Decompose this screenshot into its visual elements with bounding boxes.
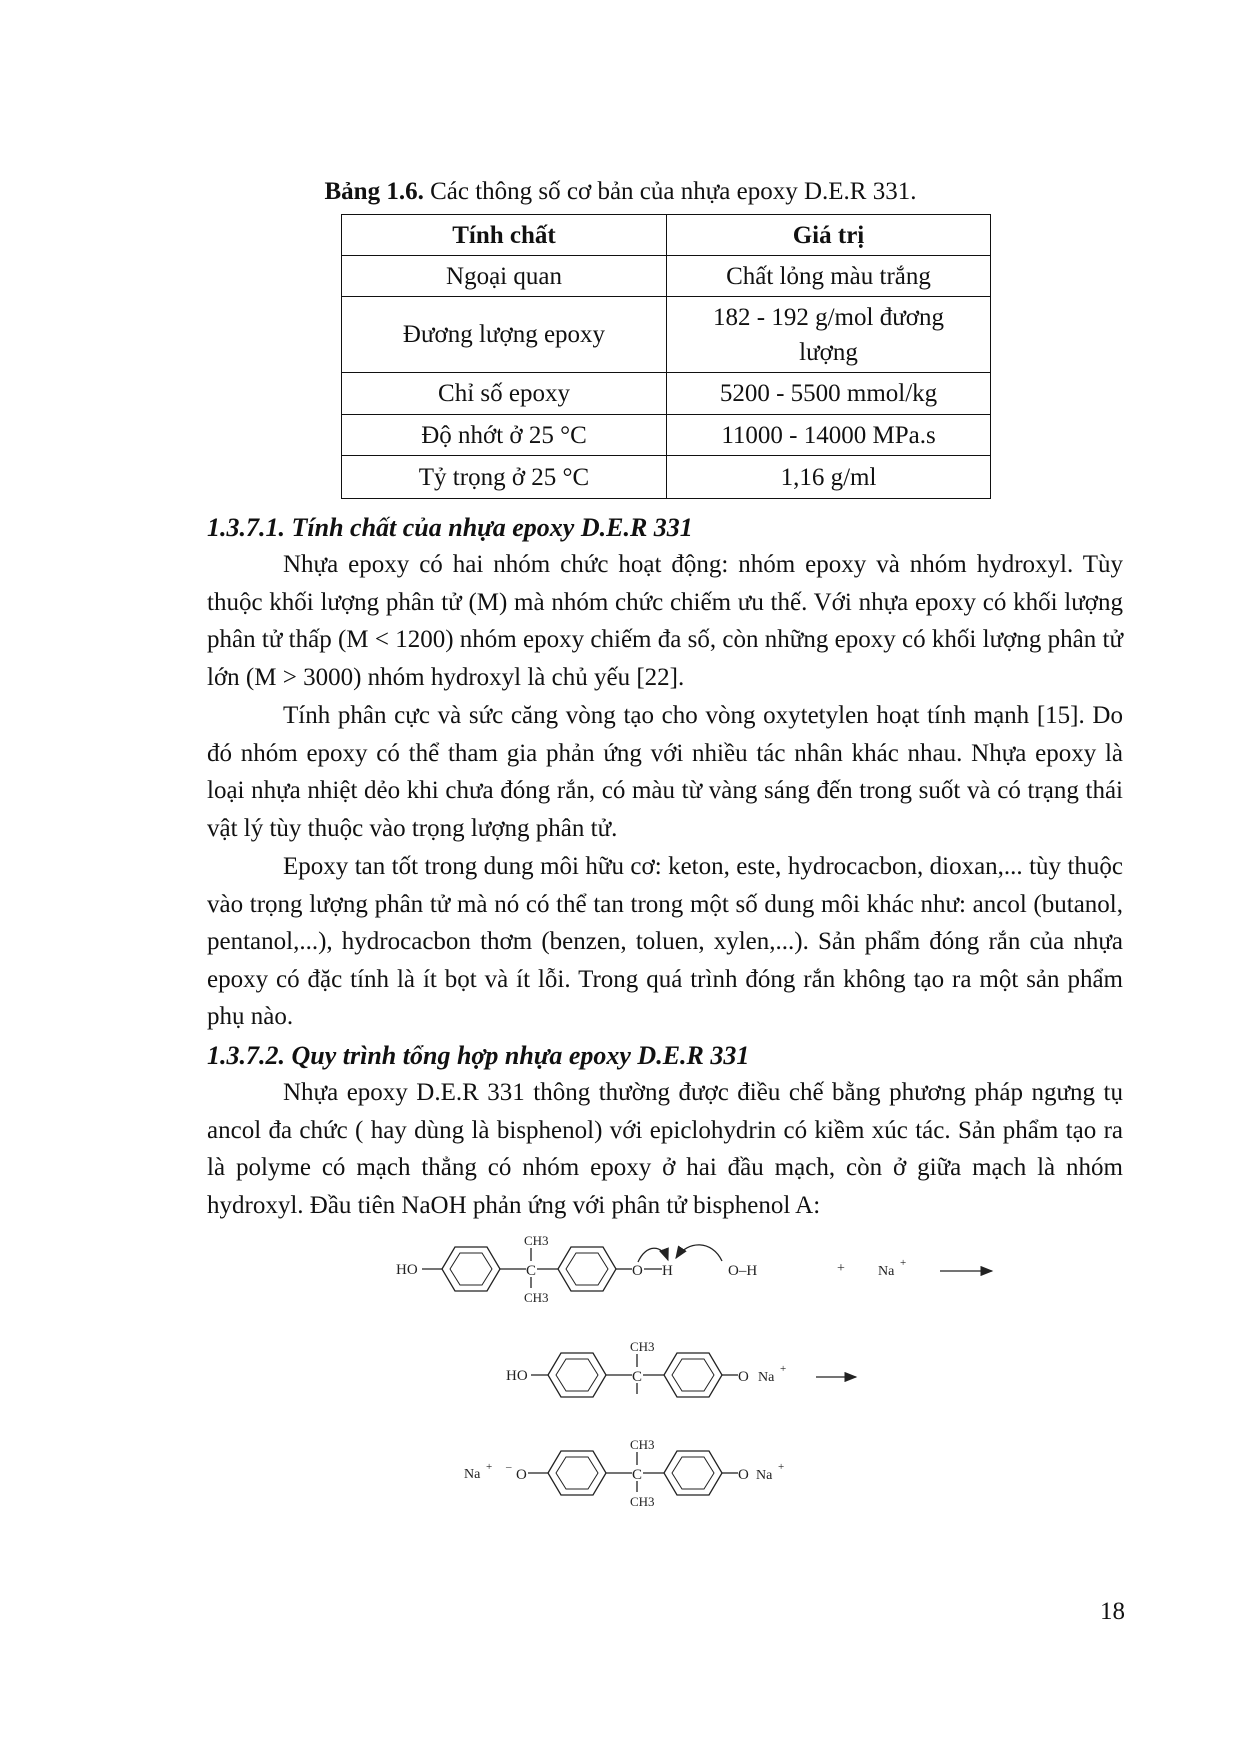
table-header-row (342, 215, 991, 256)
methyl-group: CH3 (630, 1339, 655, 1354)
charge-plus: + (780, 1363, 787, 1375)
sodium-ion: Na (878, 1264, 895, 1279)
scheme-row-3 (464, 1437, 784, 1509)
table-cell: 11000 - 14000 MPa.s (667, 415, 991, 456)
charge-plus: + (900, 1257, 907, 1269)
table-header-property: Tính chất (342, 215, 667, 256)
plus-sign: + (837, 1261, 845, 1276)
section-heading-properties: 1.3.7.1. Tính chất của nhựa epoxy D.E.R 331 (207, 513, 693, 542)
table-row (342, 297, 991, 373)
phenolate-oxygen: O (738, 1369, 749, 1385)
benzene-ring-icon (664, 1451, 722, 1495)
table-cell: 5200 - 5500 mmol/kg (667, 373, 991, 415)
sodium-ion: Na (464, 1467, 481, 1482)
table-caption (0, 176, 1241, 208)
sodium-ion: Na (756, 1468, 773, 1483)
section-heading-synthesis: 1.3.7.2. Quy trình tổng hợp nhựa epoxy D.E.R 331 (207, 1041, 750, 1070)
table-header-value: Giá trị (667, 215, 991, 256)
table-cell: 1,16 g/ml (667, 456, 991, 499)
paragraph: Nhựa epoxy D.E.R 331 thông thường được điều chế bằng phương pháp ngưng tụ ancol đa chức ( hay dùng là bisphenol) với epiclohydrin có kiềm xúc tác. Sản phẩm tạo ra là polyme có mạch thẳng có nhóm epoxy ở hai đầu mạch, còn ở giữa mạch là nhóm hydroxyl. Đầu tiên NaOH phản ứng với phân tử bisphenol A: (207, 1079, 1123, 1219)
sodium-ion: Na (758, 1370, 775, 1385)
benzene-ring-icon (548, 1451, 606, 1495)
paragraph: Epoxy tan tốt trong dung môi hữu cơ: keton, este, hydrocacbon, dioxan,... tùy thuộc vào trọng lượng phân tử mà nó có thể tan trong một số dung môi khác như: ancol (butanol, pentanol,...), hydrocacbon thơm (benzen, toluen, xylen,...). Sản phẩm đóng rắn của nhựa epoxy có đặc tính là ít bọt và ít lỗi. Trong quá trình đóng rắn không tạo ra một sản phẩm phụ nào. (207, 853, 1123, 1031)
table-row (342, 456, 991, 499)
paragraph: Nhựa epoxy có hai nhóm chức hoạt động: nhóm epoxy và nhóm hydroxyl. Tùy thuộc khối lượng phân tử (M) mà nhóm chức chiếm ưu thế. Với nhựa epoxy có khối lượng phân tử thấp (M < 1200) nhóm epoxy chiếm đa số, còn những epoxy có khối lượng phân tử lớn (M > 3000) nhóm hydroxyl là chủ yếu [22]. (207, 551, 1123, 691)
table-cell: Chất lỏng màu trắng (667, 256, 991, 297)
hydroxide-ion: O–H (728, 1263, 758, 1279)
quaternary-carbon: C (632, 1467, 643, 1483)
electron-arrow-icon (638, 1248, 668, 1262)
table-caption-label: Bảng 1.6. (324, 178, 424, 205)
charge-minus: – (506, 1461, 512, 1473)
ho-label: HO (506, 1368, 528, 1384)
methyl-group: CH3 (524, 1233, 549, 1248)
phenol-hydrogen: H (662, 1263, 673, 1279)
methyl-group: CH3 (630, 1494, 655, 1509)
page-number: 18 (1100, 1598, 1125, 1625)
epoxy-parameters-table (341, 214, 991, 499)
phenolate-oxygen: O (516, 1467, 527, 1483)
scheme-row-2 (506, 1339, 856, 1397)
ho-label: HO (396, 1262, 418, 1278)
benzene-ring-icon (558, 1247, 616, 1291)
table-cell: Đương lượng epoxy (342, 297, 667, 373)
scheme-row-1 (396, 1233, 992, 1305)
table-row (342, 415, 991, 456)
charge-plus: + (778, 1461, 785, 1473)
phenol-oxygen: O (632, 1263, 643, 1279)
charge-plus: + (486, 1461, 493, 1473)
quaternary-carbon: C (526, 1263, 537, 1279)
table-cell: Tỷ trọng ở 25 °C (342, 456, 667, 499)
benzene-ring-icon (548, 1353, 606, 1397)
electron-arrow-icon (676, 1245, 722, 1261)
benzene-ring-icon (664, 1353, 722, 1397)
table-cell: 182 - 192 g/mol đương lượng (667, 297, 991, 373)
methyl-group: CH3 (524, 1290, 549, 1305)
table-cell: Ngoại quan (342, 256, 667, 297)
table-cell: Chỉ số epoxy (342, 373, 667, 415)
phenolate-oxygen: O (738, 1467, 749, 1483)
methyl-group: CH3 (630, 1437, 655, 1452)
table-row (342, 373, 991, 415)
table-cell: Độ nhớt ở 25 °C (342, 415, 667, 456)
reaction-scheme (390, 1228, 1030, 1538)
paragraph: Tính phân cực và sức căng vòng tạo cho vòng oxytetylen hoạt tính mạnh [15]. Do đó nhóm epoxy có thể tham gia phản ứng với nhiều tác nhân khác nhau. Nhựa epoxy là loại nhựa nhiệt dẻo khi chưa đóng rắn, có màu từ vàng sáng đến trong suốt và có trạng thái vật lý tùy thuộc vào trọng lượng phân tử. (207, 702, 1123, 842)
table-caption-text: Các thông số cơ bản của nhựa epoxy D.E.R 331. (423, 178, 917, 205)
quaternary-carbon: C (632, 1369, 643, 1385)
table-row (342, 256, 991, 297)
benzene-ring-icon (442, 1247, 500, 1291)
